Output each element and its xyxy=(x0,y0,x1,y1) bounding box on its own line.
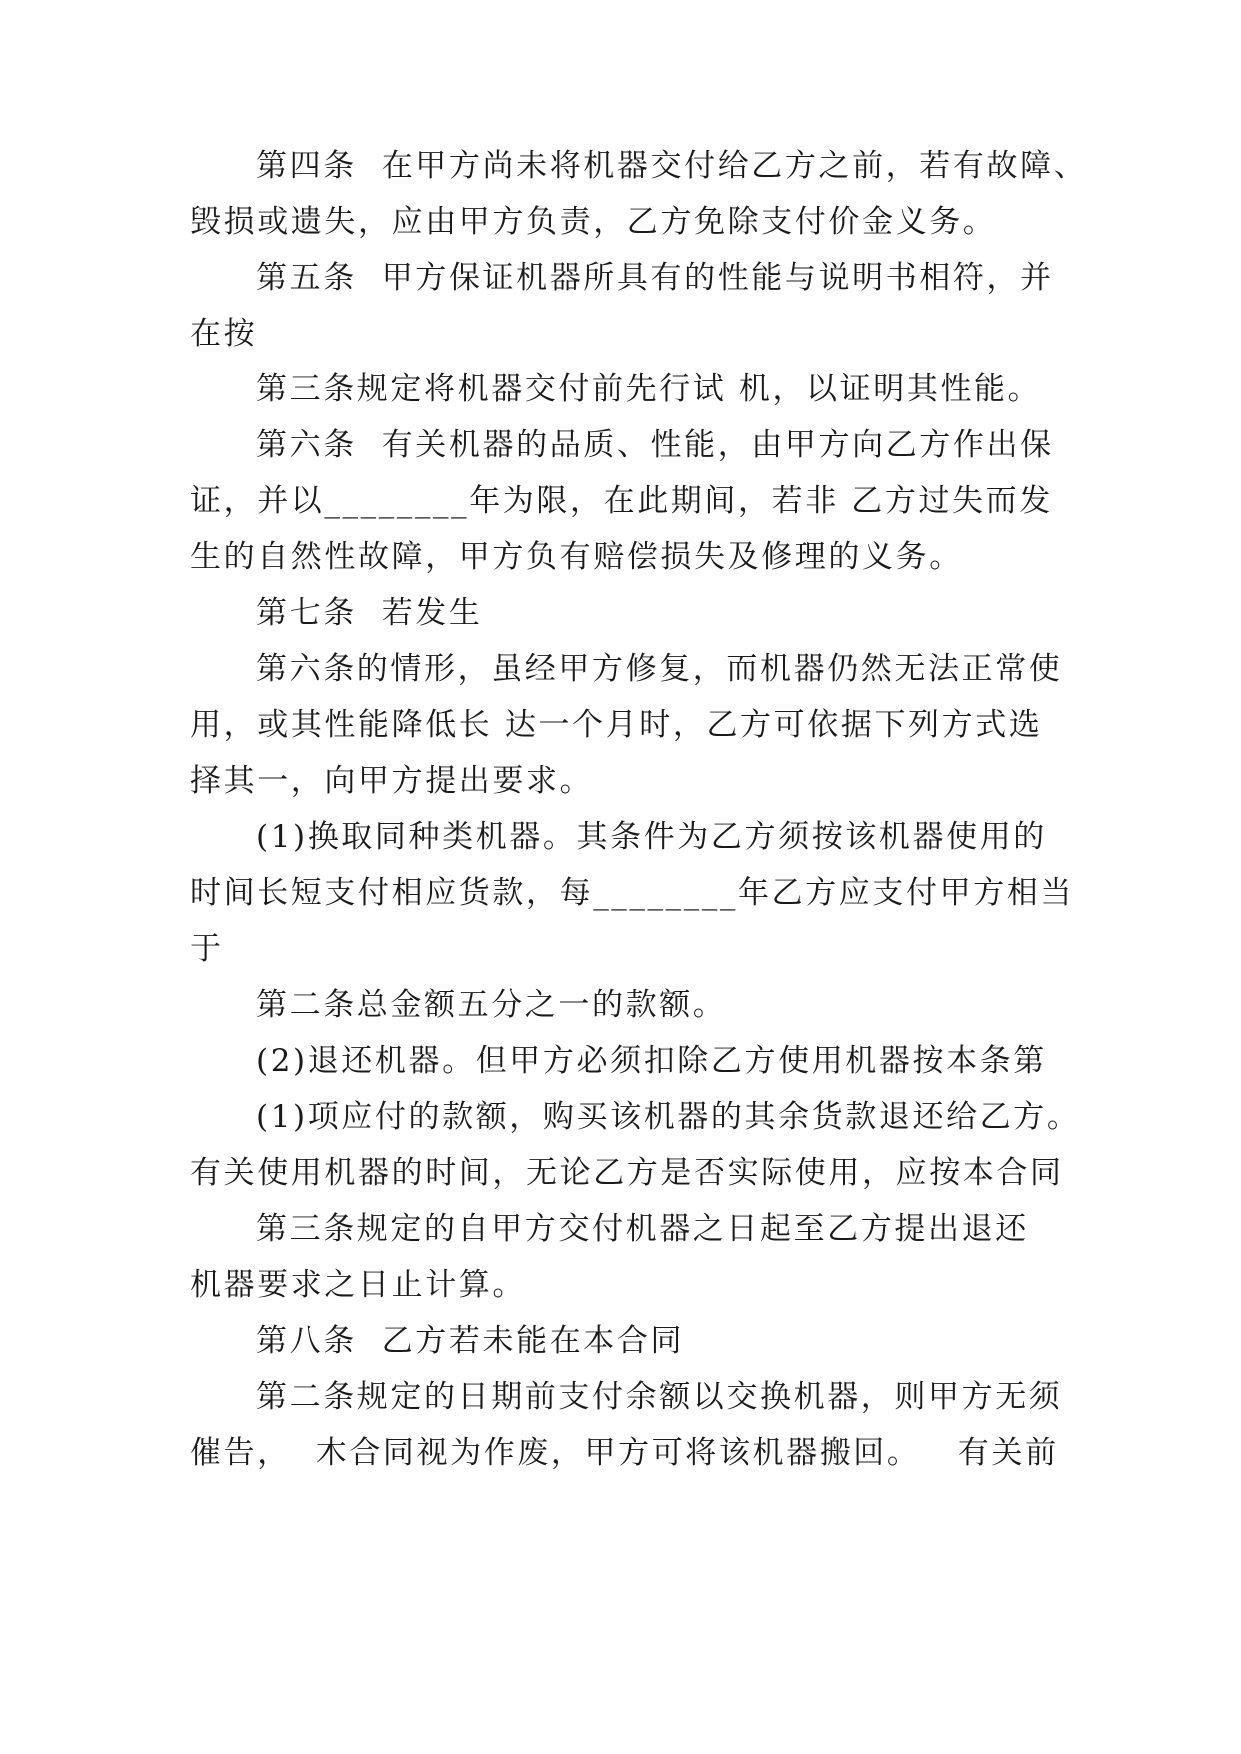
item-1-line-4: 第二条总金额五分之一的款额。 xyxy=(256,987,727,1023)
item-1-line-3: 于 xyxy=(190,931,224,967)
item-2-line-3: 有关使用机器的时间，无论乙方是否实际使用，应按本合同 xyxy=(190,1155,1064,1191)
article-6-line-3: 生的自然性故障，甲方负有赔偿损失及修理的义务。 xyxy=(190,539,963,575)
article-4-line-2: 毁损或遗失，应由甲方负责，乙方免除支付价金义务。 xyxy=(190,204,997,240)
item-1-line-1: (1)换取同种类机器。其条件为乙方须按该机器使用的 xyxy=(256,819,1047,855)
item-2-line-4: 第三条规定的自甲方交付机器之日起至乙方提出退还 xyxy=(256,1211,1029,1247)
article-6-line-2: 证，并以________年为限，在此期间，若非 乙方过失而发 xyxy=(190,483,1053,519)
article-7-line-2: 第六条的情形，虽经甲方修复，而机器仍然无法正常使 xyxy=(256,651,1063,687)
article-8-line-3: 催告， 木合同视为作废，甲方可将该机器搬回。 有关前 xyxy=(190,1435,1059,1471)
article-8-line-1: 第八条 乙方若未能在本合同 xyxy=(256,1323,685,1359)
item-2-line-2: (1)项应付的款额，购买该机器的其余货款退还给乙方。 xyxy=(256,1099,1081,1135)
article-7-line-4: 择其一，向甲方提出要求。 xyxy=(190,763,594,799)
item-2-line-5: 机器要求之日止计算。 xyxy=(190,1267,526,1303)
article-5-line-2: 在按 xyxy=(190,316,258,352)
article-5-line-3: 第三条规定将机器交付前先行试 机，以证明其性能。 xyxy=(256,371,1042,407)
article-8-line-2: 第二条规定的日期前支付余额以交换机器，则甲方无须 xyxy=(256,1379,1063,1415)
article-6-line-1: 第六条 有关机器的品质、性能，由甲方向乙方作出保 xyxy=(256,427,1054,463)
article-7-line-1: 第七条 若发生 xyxy=(256,595,483,631)
article-4-line-1: 第四条 在甲方尚未将机器交付给乙方之前，若有故障、 xyxy=(256,148,1088,184)
article-5-line-1: 第五条 甲方保证机器所具有的性能与说明书相符，并 xyxy=(256,260,1054,296)
item-1-line-2: 时间长短支付相应货款，每________年乙方应支付甲方相当 xyxy=(190,875,1074,911)
item-2-line-1: (2)退还机器。但甲方必须扣除乙方使用机器按本条第 xyxy=(256,1043,1047,1079)
article-7-line-3: 用，或其性能降低长 达一个月时，乙方可依据下列方式选 xyxy=(190,707,1043,743)
